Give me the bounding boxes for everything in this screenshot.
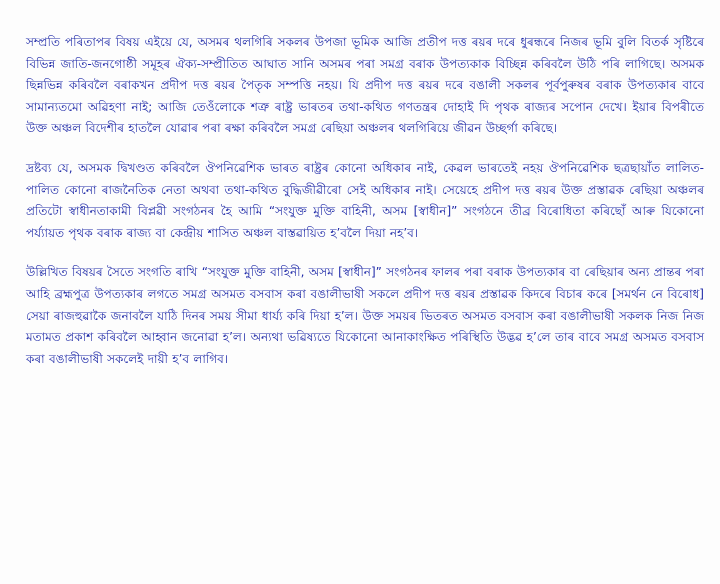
statement-text: [26, 32, 704, 370]
paragraph-1: সম্প্ৰতি পৰিতাপৰ বিষয় এইয়ে যে, অসমৰ থলগিৰি সকলৰ উপজা ভূমিক আজি প্ৰতীপ দত্ত ৰয়ৰ দৰে ধুৰন্ধৰে নিজৰ ভূমি বুলি বিতৰ্ক সৃষ্টিৰে বিভিন্ন জাতি-জনগোষ্ঠী সমূহৰ ঐক্য-সম্প্ৰীতিত আঘাত সানি অসমৰ পৰা সমগ্ৰ বৰাক উপত্যকাক বিচ্ছিন্ন কৰিবলৈ উঠি পৰি লাগিছে। অসমক ছিন্নভিন্ন কৰিবলৈ বৰাকখন প্ৰদীপ দত্ত ৰয়ৰ পৈতৃক সম্পত্তি নহয়। যি প্ৰদীপ দত্ত ৰয়ৰ দৰে বঙালী সকলৰ পূৰ্বপুৰুষৰ বৰাক উপত্যকাৰ বাবে সামান্যতমো অৱিহণা নাই; আজি তেওঁলোকে শত্ৰু ৰাষ্ট্ৰ ভাৰতৰ তথা-কথিত গণতন্ত্ৰৰ দোহাই দি পৃথক ৰাজ্যৰ সপোন দেখে। ইয়াৰ বিপৰীতে উক্ত অঞ্চল বিদেশীৰ হাতলৈ যোৱাৰ পৰা ৰক্ষা কৰিবলৈ সমগ্ৰ ৰেছিয়া অঞ্চলৰ থলগিৰিয়ে জীৱন উচ্ছৰ্গা কৰিছে।: [26, 35, 704, 136]
paragraph-2: দ্ৰষ্টব্য যে, অসমক দ্বিখণ্ডত কৰিবলৈ ঔপনিৱেশিক ভাৰত ৰাষ্ট্ৰৰ কোনো অধিকাৰ নাই, কেৱল ভাৰতেই নহয় ঔপনিৱেশিক ছত্ৰছায়াঁত লালিত-পালিত কোনো ৰাজনৈতিক নেতা অথবা তথা-কথিত বুদ্ধিজীৱীৰো সেই অধিকাৰ নাই। সেয়েহে প্ৰদীপ দত্ত ৰয়ৰ উক্ত প্ৰস্তাৱক ৰেছিয়া অঞ্চলৰ প্ৰতিটো স্বাধীনতাকামী বিপ্লৱী সংগঠনৰ হৈ আমি “সংযুক্ত মুক্তি বাহিনী, অসম [স্বাধীন]” সংগঠনে তীব্ৰ বিৰোধিতা কৰিছোঁ আৰু যিকোনো পৰ্য্যায়ত পৃথক বৰাক ৰাজ্য বা কেন্দ্ৰীয় শাসিত অঞ্চল বাস্তৱায়িত হ’বলৈ দিয়া নহ’ব।: [26, 160, 704, 240]
paragraph-3: উল্লিখিত বিষয়ৰ সৈতে সংগতি ৰাখি “সংযুক্ত মুক্তি বাহিনী, অসম [স্বাধীন]” সংগঠনৰ ফালৰ পৰা বৰাক উপত্যকাৰ বা ৰেছিয়াৰ অন্য প্ৰান্তৰ পৰা আহি ব্ৰহ্মপুত্ৰ উপত্যকাৰ লগতে সমগ্ৰ অসমত বসবাস কৰা বঙালীভাষী সকলে প্ৰদীপ দত্ত ৰয়ৰ প্ৰস্তাৱক কিদৰে বিচাৰ কৰে [সমৰ্থন নে বিৰোধ] সেয়া ৰাজহুৱাকৈ জনাবলৈ যাঠি দিনৰ সময় সীমা ধাৰ্য্য কৰি দিয়া হ’ল। উক্ত সময়ৰ ভিতৰত অসমত বসবাস কৰা বঙালীভাষী সকলক নিজ নিজ মতামত প্ৰকাশ কৰিবলৈ আহ্বান জনোৱা হ’ল। অন্যথা ভৱিষ্যতে যিকোনো আনাকাংক্ষিত পৰিস্থিতি উদ্ভৱ হ’লে তাৰ বাবে সমগ্ৰ অসমত বসবাস কৰা বঙালীভাষী সকলেই দায়ী হ’ব লাগিব।: [26, 265, 704, 366]
